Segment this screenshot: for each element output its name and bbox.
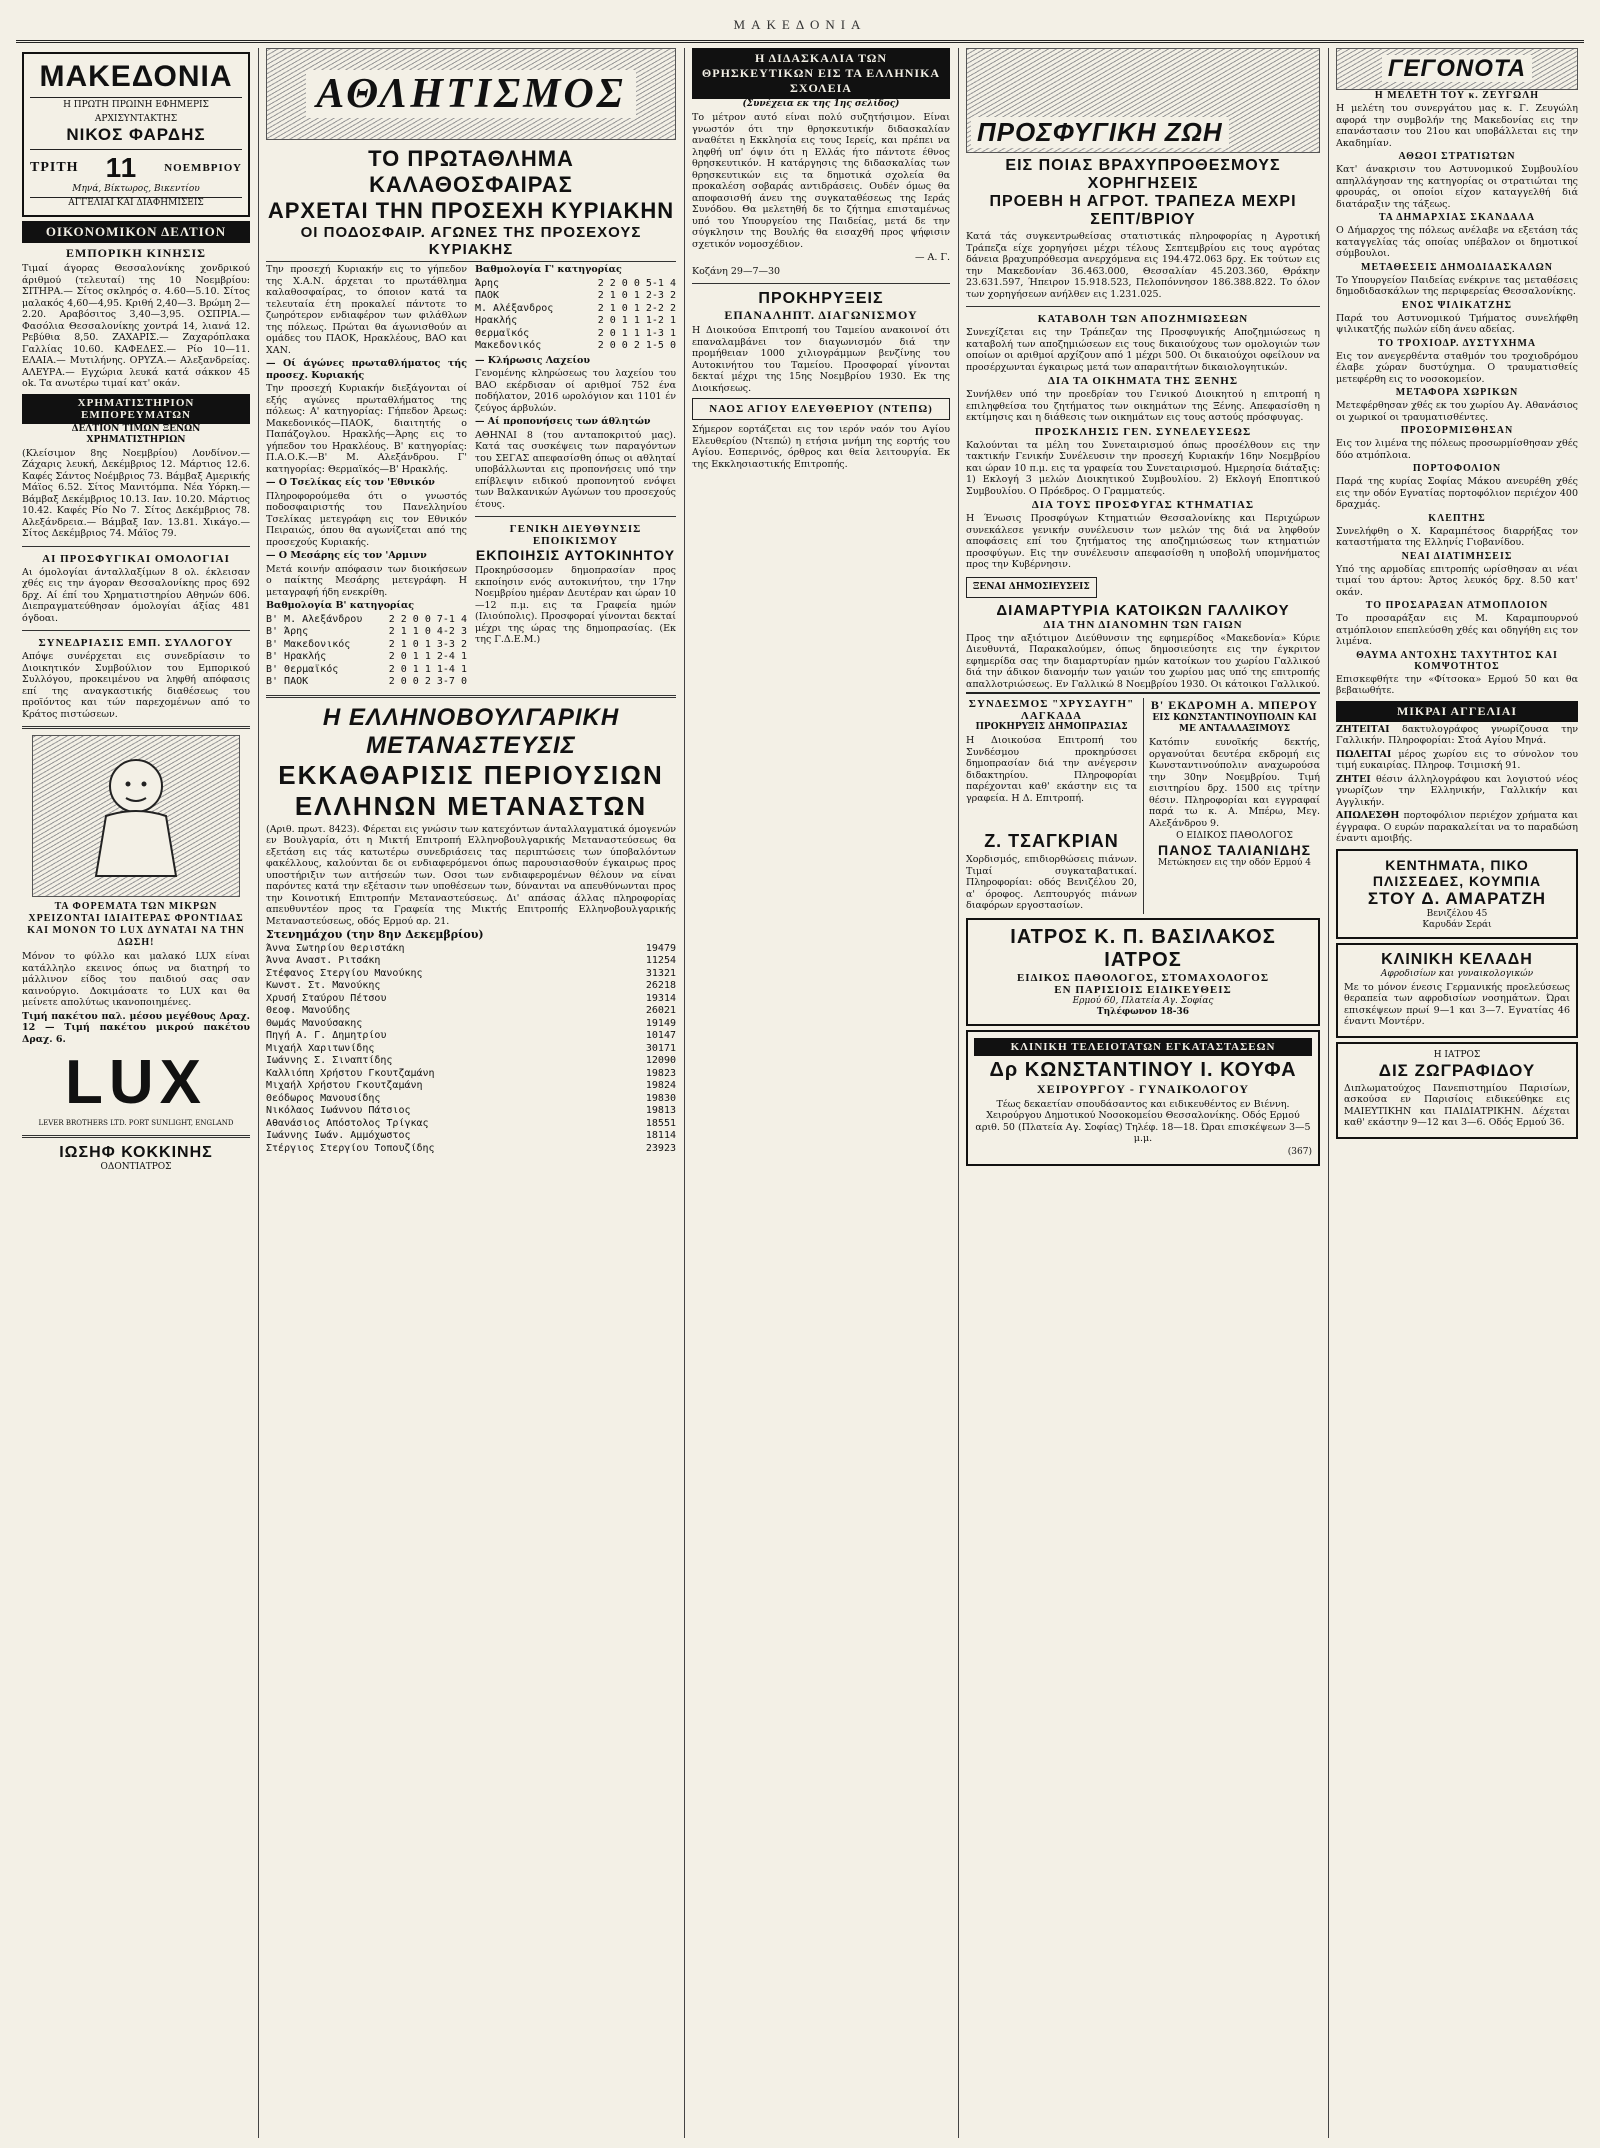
row-name: Μιχαήλ Χαριτωνίδης [266, 1042, 375, 1054]
row-name: Β' Ηρακλής [266, 651, 327, 662]
vasilakos-specialty: ΕΙΔΙΚΟΣ ΠΑΘΟΛΟΓΟΣ, ΣΤΟΜΑΧΟΛΟΓΟΣ [1016, 971, 1270, 984]
religion-signature: — Α. Γ. [914, 252, 950, 263]
classified-text: μέρος χωρίου εις το σύνολον του τιμή ευκαιρίας. Πληροφ. Τσιμισκή 91. [1336, 748, 1578, 771]
row-name: Καλλιόπη Χρήστου Γκουτζαμάνη [266, 1067, 435, 1079]
religion-headline: Η ΔΙΔΑΣΚΑΛΙΑ ΤΩΝ ΘΡΗΣΚΕΥΤΙΚΩΝ ΕΙΣ ΤΑ ΕΛΛΗΝΙΚΑ ΣΧΟΛΕΙΑ [692, 48, 950, 99]
table-row [475, 328, 676, 341]
row-value: 2 0 0 2 3-7 0 [388, 676, 467, 687]
sports-text-4: Μετά κοινήν απόφασιν των διοικήσεων ο παίκτης Μεσάρης μετεγράφη. Η μεταγραφή ήδη ενεκρίθη. [266, 563, 467, 598]
row-name: Άννα Σωτηρίου Θεριστάκη [266, 942, 405, 954]
news-item-text: Συνελήφθη ο Χ. Καραμπέτσος διαρρήξας τον καταστήματα της Ελληνίς Γιοβανίδου. [1336, 525, 1578, 548]
table-row [266, 1005, 676, 1018]
koufa-ad [966, 1030, 1320, 1166]
econ-text: Τιμαί άγορας Θεσσαλονίκης χονδρικού άριθμού (τελευταί) της 10 Νοεμβρίου: ΣΙΤΗΡΑ.— Σίτος σκληρός σ. 4.60—5.10. Σίτος μαλακός 4,60—4,95. Κριθή 2,40—3. Βρώμη 2—2.20. Αραβόσιτος 3,40—3,95. ΟΣΠΡΙΑ.— Φασόλια Θεσσαλονίκης χοντρά 14, λιανά 12. Ρεβύθια 8,50. ΖΑΧΑΡΙΣ.— Ζαχαρόπλακα Γαλλίας 10.60. ΚΑΦΕΔΕΣ.— Ρίο 10—11. ΕΛΑΙΑ.— Μυτιλήνης. ΟΡΥΖΑ.— Αλεξανδρείας. ΑΛΕΥΡΑ.— Εγχώρια λευκά κατά σάκκον 45 ok. Τα ανωτέρω τιμαί κατ' οκάν. [22, 263, 250, 389]
classified-text: δακτυλογράφος γνωρίζουσα την Γαλλικήν. Πληροφορίαι: Στοά Αγίου Μηνά. [1336, 723, 1578, 746]
lux-ad-text: Μόνον το φύλλο και μαλακό LUX είναι κατάλληλο εκεινος όπως να διατηρή το μάλλινον είδος του παιδιού σας σαν καινούργιο. Δοκιμάσατε το LUX και θα μείνετε απολύτως ικανοποιημένες. [22, 951, 250, 1008]
row-value: 19824 [645, 1080, 676, 1091]
news-item-heading: ΜΕΤΑΦΟΡΑ ΧΩΡΙΚΩΝ [1395, 387, 1519, 398]
table-row [266, 1080, 676, 1093]
amaratzi-ad [1336, 849, 1578, 939]
row-value: 31321 [645, 967, 676, 979]
news-item-heading: ΚΛΕΠΤΗΣ [1428, 512, 1486, 524]
row-value: 2 0 0 2 1-5 0 [597, 340, 676, 351]
vasilakos-address: Ερμού 60, Πλατεία Αγ. Σοφίας [1072, 995, 1214, 1006]
compensation-title: ΚΑΤΑΒΟΛΗ ΤΩΝ ΑΠΟΖΗΜΙΩΣΕΩΝ [1037, 313, 1249, 325]
stenimachos-list [266, 943, 676, 1156]
row-value: 2 1 0 1 3-3 2 [388, 638, 467, 650]
column-5 [1330, 48, 1584, 2138]
row-name: Β' Μακεδονικός [266, 638, 351, 650]
news-item-text: Επισκεφθήτε την «Φίτσοκα» Ερμού 50 και θα βεβαιωθήτε. [1336, 673, 1578, 696]
amaratzi-title: ΚΕΝΤΗΜΑΤΑ, ΠΙΚΟ [1385, 856, 1529, 873]
table-row [266, 1105, 676, 1118]
classified-heading: ΖΗΤΕΙΤΑΙ [1336, 723, 1390, 735]
lux-maker: LEVER BROTHERS LTD. PORT SUNLIGHT, ENGLAND [38, 1119, 234, 1127]
assembly-text: Καλούνται τα μέλη του Συνεταιρισμού όπως προσέλθουν εις την τακτικήν Γενικήν Συνέλευσιν την προσεχή Κυριακήν 16ην Νοεμβρίου και ώραν 10 π.μ. εις τα γραφεία του Συνεταιρισμού. Ημερησία διάταξις: 1) Εκλογή 3 μελών Διοικητικού Συμβουλίου. 2) Εκλογή Εποπτικού Συμβουλίου. Ο Πρόεδρος. Ο Γραμματεύς. [966, 439, 1320, 497]
row-name: Μιχαήλ Χρήστου Γκουτζαμάνη [266, 1080, 423, 1091]
sports-text-3: Πληροφορούμεθα ότι ο γνωστός ποδοσφαιριστής του Πανελληνίου Τσελίκας μετεγράφη εις τον Εθνικόν Πειραιώς, όπου θα αγωνίζεται από της προσεχούς Κυριακής. [266, 490, 467, 548]
settlement-subtitle: ΕΚΠΟΙΗΣΙΣ ΑΥΤΟΚΙΝΗΤΟΥ [475, 547, 676, 563]
lux-ad-price: Τιμή πακέτου παλ. μέσου μεγέθους Δραχ. 12 — Τιμή πακέτου μικρού πακέτου Δραχ. 6. [22, 1010, 250, 1045]
notices-subtitle: ΕΠΑΝΑΛΗΠΤ. ΔΙΑΓΩΝΙΣΜΟΥ [724, 308, 918, 322]
table-row [475, 303, 676, 316]
xanthi-text: Συνήλθεν υπό την προεδρίαν του Γενικού Διοικητού η επιτροπή η επιληφθείσα του ζητήματος των οικημάτων της Ξένης. Απεφασίσθη η εκτίμησις και η διάθεσις των οικημάτων εις τους αστούς πρόσφυγας. [966, 389, 1320, 423]
econ-title: ΟΙΚΟΝΟΜΙΚΟΝ ΔΕΛΤΙΟΝ [22, 221, 250, 243]
row-name: Στέργιος Στεργίου Τοπουζίδης [266, 1142, 435, 1154]
news-item-text: Ο Δήμαρχος της πόλεως ανέλαβε να εξετάση τάς καταγγελίας τάς οποίας υπέβαλον οι δημοτικοί σύμβουλοι. [1336, 225, 1578, 259]
refugee-logo: ΠΡΟΣΦΥΓΙΚΗ ΖΩΗ [971, 117, 1229, 148]
classified-text: θέσιν άλληλογράφου και λογιστού νέος γνωρίζων την Ελληνικήν, Γαλλικήν και Αγγλικήν. [1336, 773, 1578, 808]
row-value: 12090 [645, 1055, 676, 1066]
news-item-text: Το προσαράξαν εις Μ. Καραμπουρνού ατμόπλοιον επεπλεύσθη χθές και οδηγήθη εις τον λιμένα. [1336, 613, 1578, 647]
row-name: Β' Μ. Αλεξάνδρου [266, 613, 363, 625]
assembly-title: ΠΡΟΣΚΛΗΣΙΣ ΓΕΝ. ΣΥΝΕΛΕΥΣΕΩΣ [1034, 425, 1252, 438]
news-item-text: Το Υπουργείον Παιδείας ενέκρινε τας μεταθέσεις δημοδιδασκάλων της περιφερείας Θεσσαλονίκης. [1336, 274, 1578, 297]
meeting-text: Απόψε συνέρχεται εις συνεδρίασιν το Διοικητικόν Συμβούλιον του Εμπορικού Συλλόγου, προκειμένου να ληφθή απόφασις επί της αναγκαστικής διαθέσεως του προϊόντος και τών παρεχομένων από το Κράτος πιστώσεων. [22, 651, 250, 720]
row-name: Χρυσή Σταύρου Πέτσου [266, 992, 387, 1004]
table-row [266, 676, 467, 689]
column-3 [686, 48, 956, 2138]
gegonota-box [1336, 48, 1578, 90]
paper-title: ΜΑΚΕΔΟΝΙΑ [39, 60, 233, 93]
row-name: Αθανάσιος Απόστολος Τρίγκας [266, 1117, 429, 1129]
keladi-subtitle: Αφροδισίων και γυναικολογικών [1380, 968, 1534, 979]
sports-sub-2: — Ο Τσελίκας είς τον 'Εθνικόν [266, 477, 435, 488]
excursion-text: Κατόπιν ευνοϊκής δεκτής, οργανούται δευτέρα εκδρομή εις Κωνσταντινούπολιν αναχωρούσα την 30ην Νοεμβρίου. Τιμή εισιτηρίου δρχ. 1500 εις τρίτην θέσιν. Πληροφορίαι και εγγραφαί παρά τω κ. Α. Μπέρω, Μεγ. Αλεξάνδρου 9. [1149, 737, 1320, 829]
table-b-title: Βαθμολογία Β' κατηγορίας [266, 600, 415, 611]
row-value: 26218 [645, 980, 676, 991]
row-name: Ηρακλής [475, 315, 518, 326]
excursion-ad [1143, 698, 1320, 831]
classified-text: πορτοφόλιον περιέχον χρήματα και έγγραφα. Ο ευρών παρακαλείται να το παραδώση έναντι αμοιβής. [1336, 810, 1578, 844]
news-item-heading: ΕΝΟΣ ΨΙΛΙΚΑΤΖΗΣ [1401, 299, 1513, 311]
amaratzi-address-2: Καρυδάν Σεράι [1422, 919, 1492, 930]
date-month: ΝΟΕΜΒΡΙΟΥ [164, 162, 242, 174]
news-item-text: Παρά της κυρίας Σοφίας Μάκου ανευρέθη χθές εις την οδόν Εγνατίας πορτοφόλιον περιέχον 400 δραχμάς. [1336, 476, 1578, 510]
row-name: Ιωάννης Ιωάν. Αμμόχωστος [266, 1130, 411, 1141]
chrysavgi-title: ΣΥΝΔΕΣΜΟΣ "ΧΡΥΣΑΥΓΗ" ΛΑΓΚΑΔΑ [968, 698, 1135, 722]
row-value: 2 1 1 0 4-2 3 [388, 626, 467, 637]
vasilakos-ad [966, 918, 1320, 1026]
table-row [475, 315, 676, 328]
sports-headline-1: ΤΟ ΠΡΩΤΑΘΛΗΜΑ ΚΑΛΑΘΟΣΦΑΙΡΑΣ [368, 146, 574, 197]
date-row [30, 149, 242, 184]
chrysavgi-subtitle: ΠΡΟΚΗΡΥΞΙΣ ΔΗΜΟΠΡΑΣΙΑΣ [975, 722, 1128, 732]
sports-sub-1: — Οί άγώνες πρωταθλήματος τής προσεχ. Κυριακής [266, 358, 467, 381]
amaratzi-name: ΣΤΟΥ Δ. ΑΜΑΡΑΤΖΗ [1367, 888, 1547, 908]
tsagrian-name: Ζ. ΤΣΑΓΚΡΙΑΝ [984, 831, 1119, 851]
chrysavgi-ad [966, 698, 1137, 831]
keladi-ad [1336, 943, 1578, 1038]
church-title: ΝΑΟΣ ΑΓΙΟΥ ΕΛΕΥΘΕΡΙΟΥ (ΝΤΕΠΩ) [692, 398, 950, 420]
news-item-heading: ΤΟ ΠΡΟΣΑΡΑΞΑΝ ΑΤΜΟΠΛΟΙΟΝ [1365, 600, 1549, 611]
column-1 [16, 48, 256, 2138]
koufa-clinic: ΚΛΙΝΙΚΗ ΤΕΛΕΙΟΤΑΤΩΝ ΕΓΚΑΤΑΣΤΑΣΕΩΝ [974, 1038, 1312, 1056]
row-name: Θεοφ. Μανούδης [266, 1005, 351, 1016]
excursion-title: Β' ΕΚΔΡΟΜΗ Α. ΜΠΕΡΟΥ [1150, 698, 1319, 712]
bonds-text: Αι όμολογίαι άνταλλαξίμων 8 ολ. έκλεισαν χθές εις την άγοραν Θεσσαλονίκης προς 692 δρχ. Αί έπί του Χρηματιστηρίου Αθηνών 606. Διεπραγματεύθησαν όμολογίαι άξίας 481 όγδοαι. [22, 566, 250, 624]
row-value: 2 0 1 1 1-3 1 [597, 327, 676, 339]
row-value: 19830 [645, 1092, 676, 1104]
classified-heading: ΑΠΩΛΕΣΘΗ [1336, 810, 1400, 821]
news-item-heading: ΑΘΩΟΙ ΣΤΡΑΤΙΩΤΩΝ [1398, 151, 1516, 162]
zografidou-pre: Η ΙΑΤΡΟΣ [1433, 1049, 1481, 1060]
classifieds-list [1336, 724, 1578, 845]
row-value: 2 0 1 1 1-2 1 [597, 315, 676, 326]
compensation-text: Συνεχίζεται εις την Τράπεζαν της Προσφυγικής Αποζημιώσεως η καταβολή των αποζημιώσεων εις τους δικαιούχους των ομολογιών των οποίων οι αριθμοί αρχίζουν από 1 μέχρι 500. Οι δικαιούχοι οφείλουν να προσέρχωνται έγκαιρως μετά των απαραιτήτων δικαιολογητικών. [966, 327, 1320, 373]
row-name: Άννα Αναστ. Ριτσάκη [266, 955, 381, 966]
classified-item [1336, 749, 1578, 772]
row-value: 2 0 1 1 2-4 1 [388, 651, 467, 662]
column-4 [960, 48, 1326, 2138]
zografidou-ad [1336, 1042, 1578, 1139]
amaratzi-address: Βενιζέλου 45 [1426, 908, 1488, 919]
koufa-ref: (367) [1287, 1146, 1312, 1157]
row-value: 19149 [645, 1017, 676, 1029]
migration-headline-1: Η ΕΛΛΗΝΟΒΟΥΛΓΑΡΙΚΗ ΜΕΤΑΝΑΣΤΕΥΣΙΣ [322, 703, 620, 759]
row-name: Θερμαϊκός [475, 327, 530, 339]
row-value: 30171 [645, 1042, 676, 1054]
row-name: Θεόδωρος Μανουσίδης [266, 1092, 381, 1104]
paper-subtitle: Η ΠΡΩΤΗ ΠΡΩΙΝΗ ΕΦΗΜΕΡΙΣ [30, 97, 242, 111]
landowners-text: Η Ένωσις Προσφύγων Κτηματιών Θεσσαλονίκης και Περιχώρων συνεκάλεσε γενικήν συνέλευσιν των μελών της διά να ληφθούν αποφάσεις επί του ζητήματος της αποζημιώσεως των κτηματιών προσφύγων. Εις την συνέλευσιν απεφασίσθη η υποβολή υπομνήματος προς την Κυβέρνησιν. [966, 513, 1320, 570]
amaratzi-subtitle: ΠΛΙΣΣΕΔΕΣ, ΚΟΥΜΠΙΑ [1372, 872, 1542, 889]
keladi-title: ΚΛΙΝΙΚΗ ΚΕΛΑΔΗ [1381, 950, 1533, 968]
row-value: 26021 [645, 1005, 676, 1016]
exchange-title: ΧΡΗΜΑΤΙΣΤΗΡΙΟΝ ΕΜΠΟΡΕΥΜΑΤΩΝ [22, 394, 250, 424]
row-value: 19813 [645, 1105, 676, 1116]
meeting-title: ΣΥΝΕΔΡΙΑΣΙΣ ΕΜΠ. ΣΥΛΛΟΓΟΥ [38, 637, 234, 649]
sports-right [475, 262, 676, 689]
news-item-text: Κατ' άνακρισιν του Αστυνομικού Συμβουλίου απηλλάγησαν της κατηγορίας οι στρατιώται της φρουράς, οι οποίοι είχον καταγγελθή διά διατάραξιν της τάξεως. [1336, 164, 1578, 210]
classified-item [1336, 724, 1578, 747]
migration-text: (Αριθ. πρωτ. 8423). Φέρεται εις γνώσιν των κατεχόντων άνταλλαγματικά όμογενών εν Βουλγαρία, ότι η Μικτή Επιτροπή Ελληνοβουλγαρικής Μεταναστεύσεως θα εξετάση εις τάς κατωτέρω συνεδριάσεις τας περιπτώσεις των ύποβαλόντων φακέλλους, καλούνται δε οι ενδιαφερόμενοι όπως παρουσιασθούν έγκαιρως προς υποστήριξιν των αιτήσεών των. Οσοι των ενδιαφερομένων θέλουν να είναι παρόντες κατά την εξέτασιν των υποθέσεων των, δύνανται να απευθύνωνται προς την Κοινοτική Επιτροπήν Μεταναστεύσεως. Δι' απάσας άλλας πληροφορίας απευθυντέον προς τα Γραφεία της Μικτής Επιτροπής Ελληνοβουλγαρικής Μεταναστεύσεως, οδός Ερμού αρ. 21. [266, 823, 676, 927]
table-row [266, 1130, 676, 1143]
standings-table-b [266, 614, 467, 689]
ads-box: ΑΓΓΕΛΙΑΙ ΚΑΙ ΔΙΑΦΗΜΙΣΕΙΣ [30, 197, 242, 209]
exchange-subtitle: ΔΕΛΤΙΟΝ ΤΙΜΩΝ ΞΕΝΩΝ ΧΡΗΜΑΤΙΣΤΗΡΙΩΝ [71, 423, 201, 445]
protest-subtitle: ΔΙΑ ΤΗΝ ΔΙΑΝΟΜΗΝ ΤΩΝ ΓΑΙΩΝ [1043, 618, 1243, 631]
sports-logo-box [266, 48, 676, 140]
child-illustration [32, 735, 240, 897]
row-value: 18551 [645, 1117, 676, 1129]
sports-sub-3: — Ο Μεσάρης είς τον 'Αρμινν [266, 550, 427, 561]
sports-text-6: ΑΘΗΝΑΙ 8 (του ανταποκριτού μας). Κατά τας συσκέψεις των παραγόντων του ΣΕΓΑΣ απεφασίσθη όπως οι αθληταί υποβάλλωνται εις προπονήσεις υπό την επίβλεψιν ειδικού προπονητού ενόψει των Βαλκανικών Αγώνων του προσεχούς έτους. [475, 429, 676, 510]
row-name: Ιωάννης Σ. Σιναπτίδης [266, 1055, 393, 1066]
news-item-text: Εις τον λιμένα της πόλεως προσωρμίσθησαν χθές δύο ατμόπλοια. [1336, 438, 1578, 461]
bonds-title: ΑΙ ΠΡΟΣΦΥΓΙΚΑΙ ΟΜΟΛΟΓΙΑΙ [42, 552, 230, 565]
news-item-heading: ΤΑ ΔΗΜΑΡΧΙΑΣ ΣΚΑΝΔΑΛΑ [1378, 212, 1536, 223]
lux-logo: LUX [65, 1048, 207, 1117]
sports-sub-5: — Αί προπονήσεις των άθλητών [475, 416, 651, 427]
table-row [475, 290, 676, 303]
table-row [266, 968, 676, 981]
talianidis-title: Ο ΕΙΔΙΚΟΣ ΠΑΘΟΛΟΓΟΣ [1176, 831, 1293, 841]
exchange-text: (Κλείσιμον 8ης Νοεμβρίου) Λονδίνον.— Ζάχαρις λευκή, Δεκέμβριος 12. Μάρτιος 12.6. Καφές Σάντος Νοέμβριος 73. Βάμβαξ Αμερικής Μάϊος 6.52. Σίτος Μανιτόμπα. Νέα Υόρκη.— Βάμβαξ Δεκέμβριος 10.13. Ιαν. 10.20. Μάρτιος 10.42. Καφές Ρίο Νο 7. Σίτος Δεκέμβριος 78. Αλεξάνδρεια.— Βάμβαξ Ιαν. 13.81. Χικάγο.— Σίτος Δεκέμβριος 74. Μάϊος 79. [22, 447, 250, 539]
religion-subhead: (Συνέχεια εκ της 1ης σελίδος) [742, 99, 900, 109]
foreign-notices-box: ΞΕΝΑΙ ΔΗΜΟΣΙΕΥΣΕΙΣ [966, 577, 1097, 598]
excursion-subtitle: ΕΙΣ ΚΩΝΣΤΑΝΤΙΝΟΥΠΟΛΙΝ ΚΑΙ ΜΕ ΑΝΤΑΛΛΑΞΙΜΟΥΣ [1152, 713, 1317, 734]
koufa-name: Δρ ΚΩΝΣΤΑΝΤΙΝΟΥ Ι. ΚΟΥΦΑ [989, 1058, 1297, 1081]
sports-headline-3: ΟΙ ΠΟΔΟΣΦΑΙΡ. ΑΓΩΝΕΣ ΤΗΣ ΠΡΟΣΕΧΟΥΣ ΚΥΡΙΑΚΗΣ [266, 224, 676, 262]
editor-name: ΝΙΚΟΣ ΦΑΡΔΗΣ [66, 125, 206, 144]
notices-title: ΠΡΟΚΗΡΥΞΕΙΣ [758, 290, 884, 307]
econ-subtitle: ΕΜΠΟΡΙΚΗ ΚΙΝΗΣΙΣ [65, 246, 207, 260]
row-name: Άρης [475, 277, 500, 289]
news-item-heading: ΠΡΟΣΟΡΜΙΣΘΗΣΑΝ [1400, 425, 1514, 436]
news-item-heading: Η ΜΕΛΕΤΗ ΤΟΥ κ. ΖΕΥΓΩΛΗ [1374, 90, 1540, 101]
protest-title: ΔΙΑΜΑΡΤΥΡΙΑ ΚΑΤΟΙΚΩΝ ΓΑΛΛΙΚΟΥ [996, 601, 1290, 619]
news-item-text: Υπό της αρμοδίας επιτροπής ωρίσθησαν αι νέαι τιμαί του άρτου: Άρτος λευκός δρχ. 8.50 κατ' οκάν. [1336, 563, 1578, 598]
bank-text: Κατά τάς συγκεντρωθείσας στατιστικάς πληροφορίας η Αγροτική Τράπεζα είχε χορηγήσει μέχρι τέλους Σεπτεμβρίου εις τους αγρότας δάνεια βραχυπρόθεσμα ανερχόμενα εις 194.472.063 δρχ. Εκ τούτων εις την Μακεδονίαν 36.463.000, Θεσσαλίαν 45.203.360, Θράκην 23.631.597, Ήπειρον 15.918.523, Πελοπόννησον 186.388.822. Το όλον των χορηγήσεων ανήλθεν εις 1.231.025. [966, 231, 1320, 300]
row-name: Β' Άρης [266, 626, 309, 637]
news-item-text: Παρά του Αστυνομικού Τμήματος συνελήφθη ψιλικατζής πωλών είδη άνευ αδείας. [1336, 312, 1578, 335]
news-item-heading: ΤΟ ΤΡΟΧΙΟΔΡ. ΔΥΣΤΥΧΗΜΑ [1377, 337, 1537, 349]
table-row [266, 1118, 676, 1131]
church-text: Σήμερον εορτάζεται εις τον ιερόν ναόν του Αγίου Ελευθερίου (Ντεπώ) η ετήσια μνήμη της εορτής του Αγίου. Εσπερινός, όρθρος και θεία λειτουργία. Εκ της Εκκλησιαστικής Επιτροπής. [692, 424, 950, 470]
vasilakos-training: ΕΝ ΠΑΡΙΣΙΟΙΣ ΕΙΔΙΚΕΥΘΕΙΣ [1054, 983, 1232, 996]
chrysavgi-text: Η Διοικούσα Επιτροπή του Συνδέσμου προκηρύσσει δημοπρασίαν διά την ανέγερσιν διδακτηρίου. Πληροφορίαι παρέχονται καθ' εκάστην εις τα γραφεία. Η Δ. Επιτροπή. [966, 735, 1137, 804]
news-item-text: Εις τον ανεγερθέντα σταθμόν του τροχιοδρόμου έλαβε χώραν δυστύχημα. Ο τραυματισθείς μετεφέρθη εις το νοσοκομείον. [1336, 350, 1578, 385]
tsagrian-text: Χορδισμός, επιδιορθώσεις πιάνων. Τιμαί συγκαταβατικαί. Πληροφορίαι: οδός Βενιζέλου 20, α' όροφος. Λεπτουργός πιάνων διαφόρων εργοστασίων. [966, 854, 1137, 911]
table-row [266, 614, 467, 627]
masthead-title: ΜΑΚΕΔΟΝΙΑ [733, 17, 867, 32]
news-item-text: Η μελέτη του συνεργάτου μας κ. Γ. Ζευγώλη αφορά την συμβολήν της Μακεδονίας εις την επανάστασιν του 21ου και υποβάλλεται εις την Ακαδημίαν. [1336, 103, 1578, 149]
standings-table-a [475, 278, 676, 353]
row-value: 2 1 0 1 2-2 2 [597, 302, 676, 314]
religion-date: Κοζάνη 29—7—30 [692, 265, 781, 277]
small-ads-row [966, 831, 1320, 914]
row-name: ΠΑΟΚ [475, 290, 500, 301]
row-value: 19823 [645, 1067, 676, 1079]
table-row [266, 1030, 676, 1043]
table-row [266, 1143, 676, 1156]
refugee-logo-box [966, 48, 1320, 153]
news-item-text: Μετεφέρθησαν χθές εκ του χωρίου Αγ. Αθανάσιος οι χωρικοί οι τραυματισθέντες. [1336, 400, 1578, 423]
vasilakos-phone: Τηλέφωνον 18-36 [1096, 1006, 1190, 1017]
classified-item [1336, 810, 1578, 845]
page-masthead [16, 10, 1584, 43]
table-row [266, 1093, 676, 1106]
table-row [266, 993, 676, 1006]
bottom-ads-row [966, 692, 1320, 831]
sports-text-5: Γενομένης κληρώσεως του λαχείου του ΒΑΟ εκέρδισαν οί αριθμοί 752 ένα ποδήλατον, 2016 ωρολόγιον και 1101 έν ζεύγος άρβυλών. [475, 368, 676, 414]
row-name: Β' Θερμαϊκός [266, 663, 339, 675]
classified-item [1336, 774, 1578, 809]
table-row [266, 651, 467, 664]
column-2 [260, 48, 682, 2138]
table-row [266, 1018, 676, 1031]
table-row [475, 278, 676, 291]
classifieds-title: ΜΙΚΡΑΙ ΑΓΓΕΛΙΑΙ [1336, 701, 1578, 722]
news-item-heading: ΠΟΡΤΟΦΟΛΙΟΝ [1412, 463, 1502, 474]
saints-line: Μηνά, Βίκτωρος, Βικεντίου [72, 184, 200, 194]
row-value: 19314 [645, 992, 676, 1004]
date-number: 11 [105, 152, 138, 183]
row-name: Νικόλαος Ιωάννου Πάτσιος [266, 1105, 411, 1116]
child-drawing-icon [76, 746, 196, 886]
bank-headline-2: ΠΡΟΕΒΗ Η ΑΓΡΟΤ. ΤΡΑΠΕΖΑ ΜΕΧΡΙ ΣΕΠΤ/ΒΡΙΟΥ [989, 193, 1297, 228]
row-name: Κωνστ. Στ. Μανούκης [266, 980, 381, 991]
news-item-heading: ΘΑΥΜΑ ΑΝΤΟΧΗΣ ΤΑΧΥΤΗΤΟΣ ΚΑΙ ΚΟΜΨΟΤΗΤΟΣ [1356, 649, 1558, 672]
sports-headline-2: ΑΡΧΕΤΑΙ ΤΗΝ ΠΡΟΣΕΧΗ ΚΥΡΙΑΚΗΝ [267, 198, 675, 223]
settlement-text: Προκηρύσσομεν δημοπρασίαν προς εκποίησιν ενός αυτοκινήτου, την 17ην Νοεμβρίου ημέραν Δευτέραν και ώραν 10—12 π.μ. εις τα Γραφεία ημών (Ιλιούπολις). Προσφοραί γίνονται δεκταί μέχρι της ώρας της δημοπρασίας. (Εκ της Γ.Δ.Ε.Μ.) [475, 565, 676, 645]
news-item-heading: ΜΕΤΑΘΕΣΕΙΣ ΔΗΜΟΔΙΔΑΣΚΑΛΩΝ [1361, 261, 1553, 273]
table-a-title: Βαθμολογία Γ' κατηγορίας [475, 264, 622, 275]
vasilakos-name: ΙΑΤΡΟΣ Κ. Π. ΒΑΣΙΛΑΚΟΣ ΙΑΤΡΟΣ [1010, 925, 1276, 971]
row-name: Μακεδονικός [475, 340, 542, 351]
migration-headline-2: ΕΚΚΑΘΑΡΙΣΙΣ ΠΕΡΙΟΥΣΙΩΝ ΕΛΛΗΝΩΝ ΜΕΤΑΝΑΣΤΩΝ [278, 759, 664, 821]
table-row [266, 639, 467, 652]
row-value: 18114 [645, 1130, 676, 1141]
tsagrian-ad [966, 831, 1137, 914]
talianidis-text: Μετώκησεν εις την οδόν Ερμού 4 [1158, 858, 1311, 868]
landowners-title: ΔΙΑ ΤΟΥΣ ΠΡΟΣΦΥΓΑΣ ΚΤΗΜΑΤΙΑΣ [1031, 499, 1255, 511]
religion-text: Το μέτρον αυτό είναι πολύ συζητήσιμον. Είναι γνωστόν ότι την θρησκευτικήν διδασκαλίαν αναθέτει η Εκκλησία εις τους Ιερείς, και πρέπει να ληφθή υπ' όψιν ότι η Ελλάς ήτο πάντοτε έθνος θρησκευτικόν. Η κατάργησις της διδασκαλίας των θρησκευτικών εις τα δημοτικά σχολεία θα προκαλέση σοβαράς αντιδράσεις. Ουδέν όμως θα αποφασισθή άνευ της συγκαταθέσεως της Ιεράς Συνόδου. Θα μελετηθή δε το ζήτημα επισταμένως υπό του Υπουργείου της Παιδείας, μετά δε την σύγκλησιν της Βουλής θα εισαχθή προς ψήφισιν σχετικόν νομοσχέδιον. [692, 112, 950, 250]
row-value: 2 0 1 1 1-4 1 [388, 663, 467, 675]
bank-headline-1: ΕΙΣ ΠΟΙΑΣ ΒΡΑΧΥΠΡΟΘΕΣΜΟΥΣ ΧΟΡΗΓΗΣΕΙΣ [1005, 157, 1281, 192]
gegonota-list [1336, 90, 1578, 697]
row-value: 10147 [645, 1030, 676, 1041]
zografidou-name: ΔΙΣ ΖΩΓΡΑΦΙΔΟΥ [1378, 1060, 1536, 1080]
dentist-name: ΙΩΣΗΦ ΚΟΚΚΙΝΗΣ [59, 1144, 213, 1161]
row-value: 23923 [645, 1142, 676, 1154]
editor-label: ΑΡΧΙΣΥΝΤΑΚΤΗΣ [94, 114, 178, 124]
title-box [22, 52, 250, 217]
row-name: Στέφανος Στεργίου Μανούκης [266, 967, 423, 979]
stenimachos-title: Στενημάχου (την 8ην Δεκεμβρίου) [266, 928, 484, 941]
koufa-text: Τέως δεκαετίαν σπουδάσαντος και ειδικευθέντος εν Βιέννη. Χειρούργου Δημοτικού Νοσοκομείου Θεσσαλονίκης. Οδός Ερμού αριθ. 50 (Πλατεία Αγ. Σοφίας) Τηλέφ. 18—18. Ώραι επισκέψεων 3—5 μ.μ. [975, 1098, 1311, 1144]
lux-ad-caption: ΤΑ ΦΟΡΕΜΑΤΑ ΤΩΝ ΜΙΚΡΩΝ ΧΡΕΙΖΟΝΤΑΙ ΙΔΙΑΙΤΕΡΑΣ ΦΡΟΝΤΙΔΑΣ ΚΑΙ ΜΟΝΟΝ ΤΟ LUX ΔΥΝΑΤΑΙ ΝΑ ΤΗΝ ΔΩΣΗ! [27, 901, 245, 948]
table-row [266, 955, 676, 968]
table-row [266, 1043, 676, 1056]
sports-body [266, 262, 676, 689]
table-row [266, 664, 467, 677]
gegonota-title: ΓΕΓΟΝΟΤΑ [1382, 55, 1532, 82]
dentist-title: ΟΔΟΝΤΙΑΤΡΟΣ [100, 1162, 172, 1172]
sports-text-2: Την προσεχή Κυριακήν διεξάγονται οί εξής αγώνες πρωταθλήματος της πόλεως: Α' κατηγορίας: Γήπεδον Άρεως: Μακεδονικός—ΠΑΟΚ, διαιτητής ο Παπάζογλου. Ηρακλής—Άρης εις το γήπεδον του Ηρακλέους. Β' κατηγορίας: Π.Α.Ο.Κ.—Β' Μ. Αλεξάνδρου. Γ' κατηγορίας: Θερμαϊκός—Β' Ηρακλής. [266, 383, 467, 475]
table-row [475, 340, 676, 353]
notices-text: Η Διοικούσα Επιτροπή του Ταμείου ανακοινοί ότι επαναλαμβάνει τον διαγωνισμόν διά την προμήθειαν 1000 χιλιογράμμων βενζίνης του Αυτοκινήτου του Ταμείου. Προσφοραί γίνονται δεκταί μέχρι της 15ης Νοεμβρίου 1930. Εκ της Διοικήσεως. [692, 325, 950, 394]
sports-text-1: Την προσεχή Κυριακήν εις το γήπεδον της Χ.Α.Ν. άρχεται το πρωτάθλημα καλαθοσφαίρας, το όποιον κατά τα τελευταία έτη προκαλεί πάντοτε το ζωηρότερον ενδιαφέρον των φιλάθλων της πόλεως. Πρώται θα άγωνισθούν αι ομάδες του ΠΑΟΚ, Ηρακλέους, ΒΑΟ και ΧΑΝ. [266, 264, 467, 356]
table-row [266, 1055, 676, 1068]
xanthi-title: ΔΙΑ ΤΑ ΟΙΚΗΜΑΤΑ ΤΗΣ ΞΕΝΗΣ [1047, 375, 1239, 387]
row-value: 2 2 0 0 5-1 4 [597, 277, 676, 289]
classified-heading: ΠΩΛΕΙΤΑΙ [1336, 748, 1392, 760]
talianidis-name: ΠΑΝΟΣ ΤΑΛΙΑΝΙΔΗΣ [1157, 842, 1312, 858]
row-value: 2 1 0 1 2-3 2 [597, 290, 676, 301]
zografidou-text: Διπλωματούχος Πανεπιστημίου Παρισίων, ασκούσα εν Παρισίοις ειδικεύθηκε εις ΜΑΙΕΥΤΙΚΗΝ και ΠΑΙΔΙΑΤΡΙΚΗΝ. Δέχεται καθ' εκάστην 9—12 και 3—6. Οδός Ερμού 36. [1344, 1082, 1570, 1128]
table-row [266, 943, 676, 956]
protest-text: Προς την αξιότιμον Διεύθυνσιν της εφημερίδος «Μακεδονία» Κύριε Διευθυντά, Παρακαλούμεν, όπως δημοσιεύσητε εις την έγκριτον εφημερίδα σας την διαμαρτυρίαν ημών κατοίκων του χωρίου Γαλλικού διά την άδικον διανομήν των γαιών του χωρίου μας υπό της επιτροπής απαλλοτριώσεως. Εν Γαλλικώ 8 Νοεμβρίου 1930. Οι κάτοικοι Γαλλικού. [966, 632, 1320, 690]
table-row [266, 980, 676, 993]
row-name: Θωμάς Μανούσακης [266, 1017, 363, 1029]
date-day: ΤΡΙΤΗ [30, 160, 79, 175]
table-row [266, 626, 467, 639]
row-name: Μ. Αλέξανδρος [475, 302, 554, 314]
table-row [266, 1068, 676, 1081]
sports-left [266, 262, 467, 689]
row-value: 11254 [645, 955, 676, 966]
sports-sub-4: — Κλήρωσις Λαχείου [475, 354, 590, 366]
row-name: Πηγή Α. Γ. Δημητρίου [266, 1030, 387, 1041]
settlement-title: ΓΕΝΙΚΗ ΔΙΕΥΘΥΝΣΙΣ ΕΠΟΙΚΙΣΜΟΥ [509, 523, 642, 547]
keladi-text: Με το μόνον ένεσις Γερμανικής προελεύσεως θεραπεία των αφροδισίων νοσημάτων. Ώραι επισκέψεων πρωί 9—1 και 3—7. Εγνατίας 46 έναντι Μοντέρν. [1344, 981, 1570, 1027]
row-value: 2 2 0 0 7-1 4 [388, 613, 467, 625]
talianidis-ad [1143, 831, 1320, 914]
koufa-specialty: ΧΕΙΡΟΥΡΓΟΥ - ΓΥΝΑΙΚΟΛΟΓΟΥ [1036, 1081, 1250, 1096]
sports-logo: ΑΘΛΗΤΙΣΜΟΣ [306, 70, 636, 118]
news-item-heading: ΝΕΑΙ ΔΙΑΤΙΜΗΣΕΙΣ [1401, 550, 1513, 562]
columns [16, 48, 1584, 2138]
classified-heading: ΖΗΤΕΙ [1336, 773, 1371, 785]
row-value: 19479 [645, 942, 676, 954]
row-name: Β' ΠΑΟΚ [266, 676, 309, 687]
